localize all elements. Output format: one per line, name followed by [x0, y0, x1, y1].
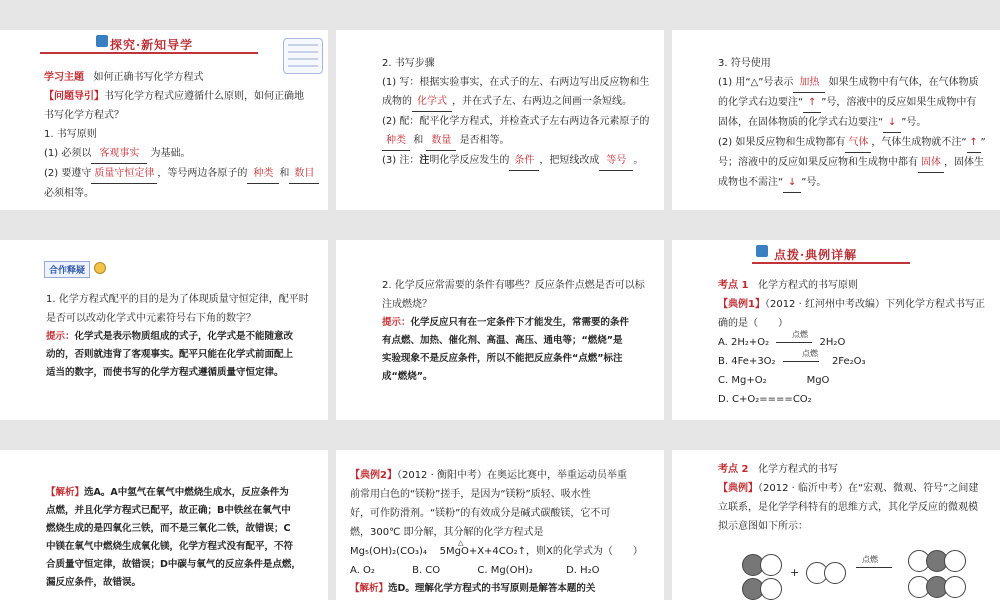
section-header [672, 240, 1000, 262]
rule-2-mid: ，等号两边各原子的 [157, 168, 248, 179]
symbol-4-text: (2) 如果反应物和生成物都有 [718, 137, 846, 148]
analysis-text: 选D。理解化学方程式的书写原则是解答本题的关 [388, 583, 596, 594]
guide-label: 【问题导引】 [44, 91, 104, 102]
hint-text-3: 适当的数字，而使书写的化学方程式遵循质量守恒定律。 [46, 367, 284, 378]
question-text: 1. 化学方程式配平的目的是为了体现质量守恒定律，配平时 [46, 294, 309, 305]
example-text-4: 燃，300℃ 即分解，其分解的化学方程式是 [350, 527, 544, 538]
panel-text [382, 54, 662, 171]
question-text-2: 注成燃烧？ [382, 299, 432, 310]
analysis-text-5: 合质量守恒定律，故错误；D中碳与氧气的反应条件是点燃， [46, 559, 301, 570]
option-c-left: C. Mg+O₂ [718, 375, 767, 386]
answer-blank: ↑ [967, 133, 981, 153]
answer-blank: 数量 [426, 131, 456, 151]
example-text: （2012 · 衡阳中考）在奥运比赛中，举重运动员举重 [396, 470, 627, 481]
panel-text [382, 276, 662, 386]
rule-2-end: 必须相等。 [44, 188, 94, 199]
answer-blank: 固体 [918, 153, 944, 173]
panel-text [718, 276, 998, 409]
book-icon [756, 245, 768, 257]
header-underline [752, 262, 910, 264]
hint-text-4: 成“燃烧”。 [382, 371, 433, 382]
step-3-end: 。 [633, 155, 644, 166]
molecule-atom-icon [944, 576, 966, 598]
symbol-5-post: ，固体生 [944, 157, 984, 168]
molecule-atom-icon [760, 554, 782, 576]
hint-text-2: 动的，否则就违背了客观事实。配平只能在化学式前面配上 [46, 349, 294, 360]
book-icon [96, 35, 108, 47]
hint-label: 提示： [382, 317, 411, 328]
step-2-text: (2) 配：配平化学方程式，并检查式子左右两边各元素原子的 [382, 116, 650, 127]
section-title: 探究·新知导学 [110, 38, 194, 52]
kaodian-label: 考点 1 [718, 280, 749, 291]
analysis-text-6: 漏反应条件，故错误。 [46, 577, 142, 588]
slide-panel-6 [672, 240, 1000, 420]
step-1-end: ，并在式子左、右两边之间画一条短线。 [452, 96, 632, 107]
step-3-text: (3) 注： [382, 155, 420, 166]
step-2-end: 是否相等。 [459, 135, 510, 146]
panel-text [46, 290, 326, 382]
section-header [0, 30, 328, 52]
theme-label: 学习主题 [44, 72, 84, 83]
slide-panel-3 [672, 30, 1000, 210]
slide-panel-5 [336, 240, 664, 420]
equation-right: 5MgO+X+4CO₂↑，则X的化学式为（ ） [439, 546, 643, 557]
rule-1-text: (1) 必须以 [44, 148, 92, 159]
hint-text-3: 实验现象不是反应条件，所以不能把反应条件“点燃”标注 [382, 353, 623, 364]
kaodian-text: 化学方程式的书写原则 [758, 280, 858, 291]
slide-panel-4 [0, 240, 328, 420]
slide-panel-1 [0, 30, 328, 210]
panel-text [46, 484, 326, 592]
panel-text [44, 68, 324, 203]
answer-blank: 化学式 [412, 92, 452, 112]
symbol-4-mid: ，气体生成物就不注“ [871, 137, 967, 148]
rule-2-text: (2) 要遵守 [44, 168, 92, 179]
guide-text: 书写化学方程式应遵循什么原则，如何正确地 [104, 91, 304, 102]
answer-blank: 数目 [289, 164, 319, 184]
answer-blank: ↓ [883, 113, 901, 133]
option-b-left: B. 4Fe+3O₂ [718, 356, 776, 367]
example-text-2: 前常用白色的“镁粉”搓手，是因为“镁粉”质轻、吸水性 [350, 489, 591, 500]
example-text-3: 拟示意图如下所示： [718, 521, 808, 532]
panel-text [718, 460, 998, 536]
section-heading: 3. 符号使用 [718, 58, 771, 69]
example-text: （2012 · 临沂中考）在“宏观、微观、符号”之间建 [758, 483, 979, 494]
answer-blank: 种类 [247, 164, 279, 184]
answer-blank: 加热 [793, 73, 825, 93]
example-label: 【典例】 [718, 483, 758, 494]
step-1-cont: 成物的 [382, 96, 412, 107]
analysis-text: 选A。A中氢气在氧气中燃烧生成水，反应条件为 [84, 487, 289, 498]
analysis-text-4: 中镁在氧气中燃烧生成氧化镁，化学方程式没有配平，不符 [46, 541, 294, 552]
hint-label: 提示： [46, 331, 75, 342]
molecule-diagram [732, 546, 992, 600]
section-heading: 1. 书写原则 [44, 129, 97, 140]
section-title: 点拨·典例详解 [774, 248, 858, 262]
equation [350, 539, 662, 561]
coop-tag: 合作释疑 [44, 261, 90, 278]
hint-text: 化学式是表示物质组成的式子，化学式是不能随意改 [74, 331, 294, 342]
symbol-1-post: 如果生成物中有气体，在气体物质 [828, 77, 979, 88]
option-b [718, 349, 998, 371]
example-text-2: 确的是（ ） [718, 318, 788, 329]
slide-panel-2 [336, 30, 664, 210]
answer-blank: 质量守恒定律 [91, 164, 157, 184]
header-underline [40, 52, 258, 54]
symbol-1-text: (1) 用“△”号表示 [718, 77, 794, 88]
option-b-right: 2Fe₂O₃ [831, 356, 866, 367]
analysis-label: 【解析】 [46, 487, 85, 498]
symbol-5-text: 号；溶液中的反应如果反应物和生成物中都有 [718, 157, 918, 168]
symbol-6-post: ”号。 [801, 177, 827, 188]
step-3-mid2: ，把短线改成 [539, 155, 600, 166]
condition-label: 点燃 [802, 349, 818, 358]
molecule-atom-icon [760, 578, 782, 600]
step-2-and: 和 [413, 135, 424, 146]
molecule-atom-icon [824, 562, 846, 584]
slide-panel-9 [672, 450, 1000, 600]
slide-panel-7 [0, 450, 328, 600]
symbol-2-text: 的化学式右边要注“ [718, 97, 804, 108]
panel-text [350, 466, 662, 598]
answer-blank: 气体 [845, 133, 871, 153]
molecule-atom-icon [944, 550, 966, 572]
answer-blank: 等号 [599, 151, 633, 171]
option-d: D. H₂O [566, 565, 600, 576]
option-c: C. Mg(OH)₂ [477, 565, 533, 576]
guide-text-2: 书写化学方程式？ [44, 110, 124, 121]
step-3-bold: 注 [419, 155, 430, 166]
option-d: D. C+O₂====CO₂ [718, 394, 812, 405]
analysis-text-3: 燃烧生成的是四氧化三铁，而不是三氧化二铁，故错误；C [46, 523, 291, 534]
condition-label: 点燃 [792, 330, 808, 339]
plus-sign: + [790, 566, 800, 579]
example-text: （2012 · 红河州中考改编）下列化学方程式书写正 [764, 299, 985, 310]
theme-text: 如何正确书写化学方程式 [93, 72, 204, 83]
analysis-text-2: 点燃，并且化学方程式已配平，故正确；B中铁丝在氧气中 [46, 505, 291, 516]
reaction-arrow-icon [856, 567, 892, 568]
answer-blank: ↓ [783, 173, 801, 193]
discussion-icon [94, 262, 106, 274]
hint-text-2: 有点燃、加热、催化剂、高温、高压、通电等；“燃烧”是 [382, 335, 623, 346]
example-text-3: 好，可作防滑剂。“镁粉”的有效成分是碱式碳酸镁，它不可 [350, 508, 611, 519]
answer-blank: 客观事实 [91, 144, 147, 164]
step-3-mid: 明化学反应发生的 [429, 155, 510, 166]
panel-text [718, 54, 998, 193]
answer-blank: ↑ [803, 93, 821, 113]
section-heading: 2. 书写步骤 [382, 58, 435, 69]
symbol-2-post: ”号，溶液中的反应如果生成物中有 [821, 97, 977, 108]
symbol-3-text: 固体，在固体物质的化学式右边要注“ [718, 117, 884, 128]
kaodian-label: 考点 2 [718, 464, 749, 475]
rule-1-end: 为基础。 [150, 148, 191, 159]
equation-left: Mg₅(OH)₂(CO₃)₄ [350, 546, 427, 557]
option-a-right: 2H₂O [819, 337, 846, 348]
answer-blank: 条件 [509, 151, 539, 171]
example-label: 【典例2】 [350, 470, 397, 481]
option-c-right: MgO [806, 375, 830, 386]
option-b: B. CO [412, 565, 441, 576]
example-label: 【典例1】 [718, 299, 765, 310]
heat-condition: △ [458, 539, 464, 547]
example-text-2: 立联系，是化学学科特有的思维方式，其化学反应的微观模 [718, 502, 978, 513]
hint-text: 化学反应只有在一定条件下才能发生，常需要的条件 [410, 317, 630, 328]
option-a [718, 330, 998, 352]
step-1-text: (1) 写：根据实验事实，在式子的左、右两边写出反应物和生 [382, 77, 650, 88]
symbol-6-text: 成物也不需注“ [718, 177, 784, 188]
question-text-2: 是否可以改动化学式中元素符号右下角的数字？ [46, 313, 256, 324]
slide-panel-8 [336, 450, 664, 600]
question-text: 2. 化学反应常需要的条件有哪些？反应条件点燃是否可以标 [382, 280, 645, 291]
answer-blank: 种类 [382, 131, 410, 151]
option-a-left: A. 2H₂+O₂ [718, 337, 770, 348]
symbol-3-post: ”号。 [901, 117, 927, 128]
option-a: A. O₂ [350, 565, 375, 576]
rule-2-and: 和 [279, 168, 290, 179]
kaodian-text: 化学方程式的书写 [758, 464, 838, 475]
symbol-4-end: ” [980, 137, 986, 148]
condition-label: 点燃 [862, 555, 878, 564]
analysis-label: 【解析】 [350, 583, 389, 594]
